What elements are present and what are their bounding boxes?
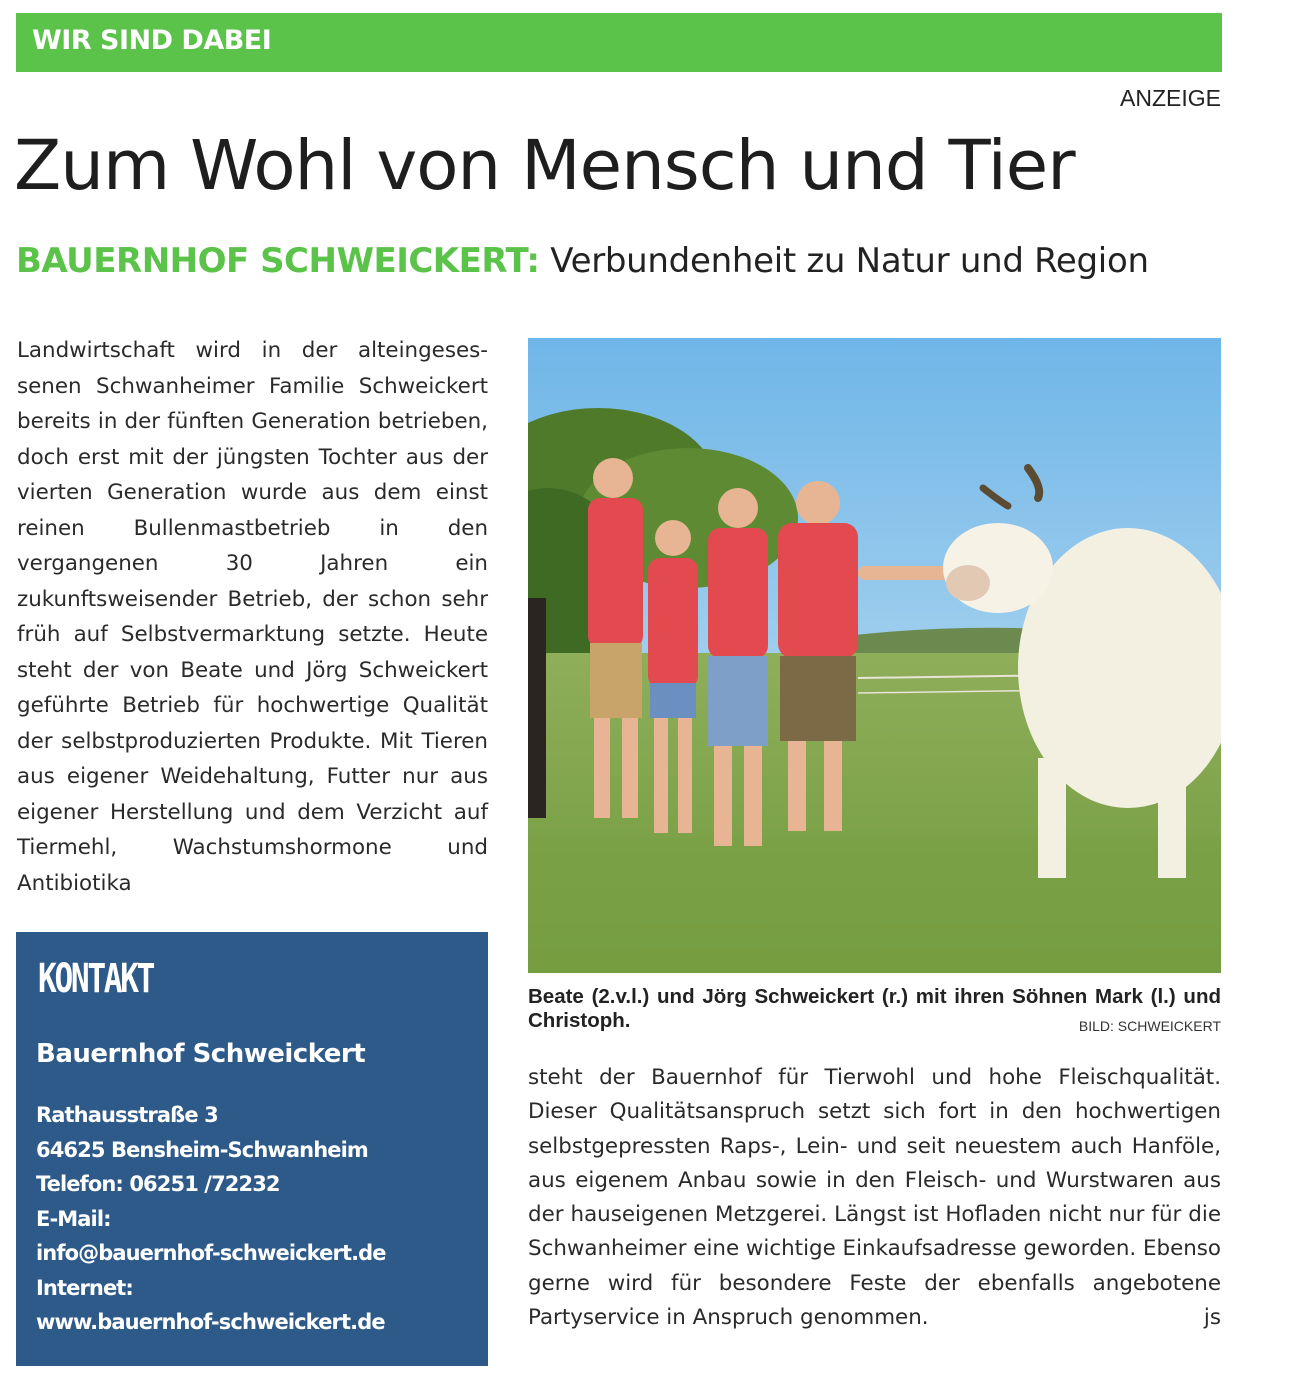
contact-title: KONTAKT [38, 956, 154, 1002]
contact-box [16, 932, 488, 1366]
subheadline [16, 241, 1226, 281]
family-with-cow-photo [528, 338, 1221, 973]
photo-caption: Beate (2.v.l.) und Jörg Schweickert (r.) mit ihren Söhnen Mark (l.) und Christoph. [528, 985, 1221, 1032]
photo-credit: BILD: SCHWEICKERT [1078, 1018, 1221, 1034]
banner-label: WIR SIND DABEI [32, 25, 272, 56]
contact-address-street: Rathausstraße 3 [36, 1103, 218, 1127]
article-text-right [528, 1061, 1221, 1335]
advertisement-label: ANZEIGE [1120, 85, 1221, 111]
article-text-right-body: steht der Bauernhof für Tierwohl und hohe Fleischqualität. Dieser Qualitätsanspruch setzt sich fort in den hochwertigen selbstgepressten Raps-, Lein- und seit neuestem auch Hanföle, aus eigenem Anbau sowie in den Fleisch- und Wurstwaren aus der hauseigenen Metzgerei. Längst ist Hofladen nicht nur für die Schwanheimer eine wichtige Einkaufsadresse geworden. Ebenso gerne wird für besondere Feste der ebenfalls angebotene Partyservice in Anspruch genommen. [528, 1065, 1222, 1331]
subheadline-text: Verbundenheit zu Natur und Region [550, 241, 1149, 281]
article-text-left: Landwirtschaft wird in der alteingesessenen Schwanheimer Familie Schweickert bereits in der fünften Generation betrieben, doch erst mit der jüngsten Tochter aus der vierten Generation wurde aus dem einst reinen Bullenmastbetrieb in den vergangenen 30 Jahren ein zukunftsweisender Betrieb, der schon sehr früh auf Selbstvermarktung setzte. Heute steht der von Beate und Jörg Schweickert geführte Betrieb für hochwertige Qualität der selbstproduzierten Produkte. Mit Tieren aus eigener Weidehaltung, Futter nur aus eigener Herstellung und dem Verzicht auf Tiermehl, Wachstumshormone und Antibiotika [17, 338, 488, 896]
section-banner [16, 13, 1222, 72]
subheadline-highlight: BAUERNHOF SCHWEICKERT: [16, 241, 540, 281]
contact-phone: Telefon: 06251 /72232 [36, 1172, 280, 1196]
headline: Zum Wohl von Mensch und Tier [14, 126, 1075, 206]
contact-details [36, 1098, 481, 1340]
contact-website-label: Internet: [36, 1275, 133, 1300]
contact-email[interactable]: info@bauernhof-schweickert.de [36, 1241, 386, 1265]
contact-email-label: E-Mail: [36, 1206, 111, 1231]
contact-address-city: 64625 Bensheim-Schwanheim [36, 1137, 368, 1162]
contact-name: Bauernhof Schweickert [36, 1039, 366, 1069]
author-initials: js [1203, 1305, 1221, 1331]
contact-website[interactable]: www.bauernhof-schweickert.de [36, 1310, 385, 1334]
